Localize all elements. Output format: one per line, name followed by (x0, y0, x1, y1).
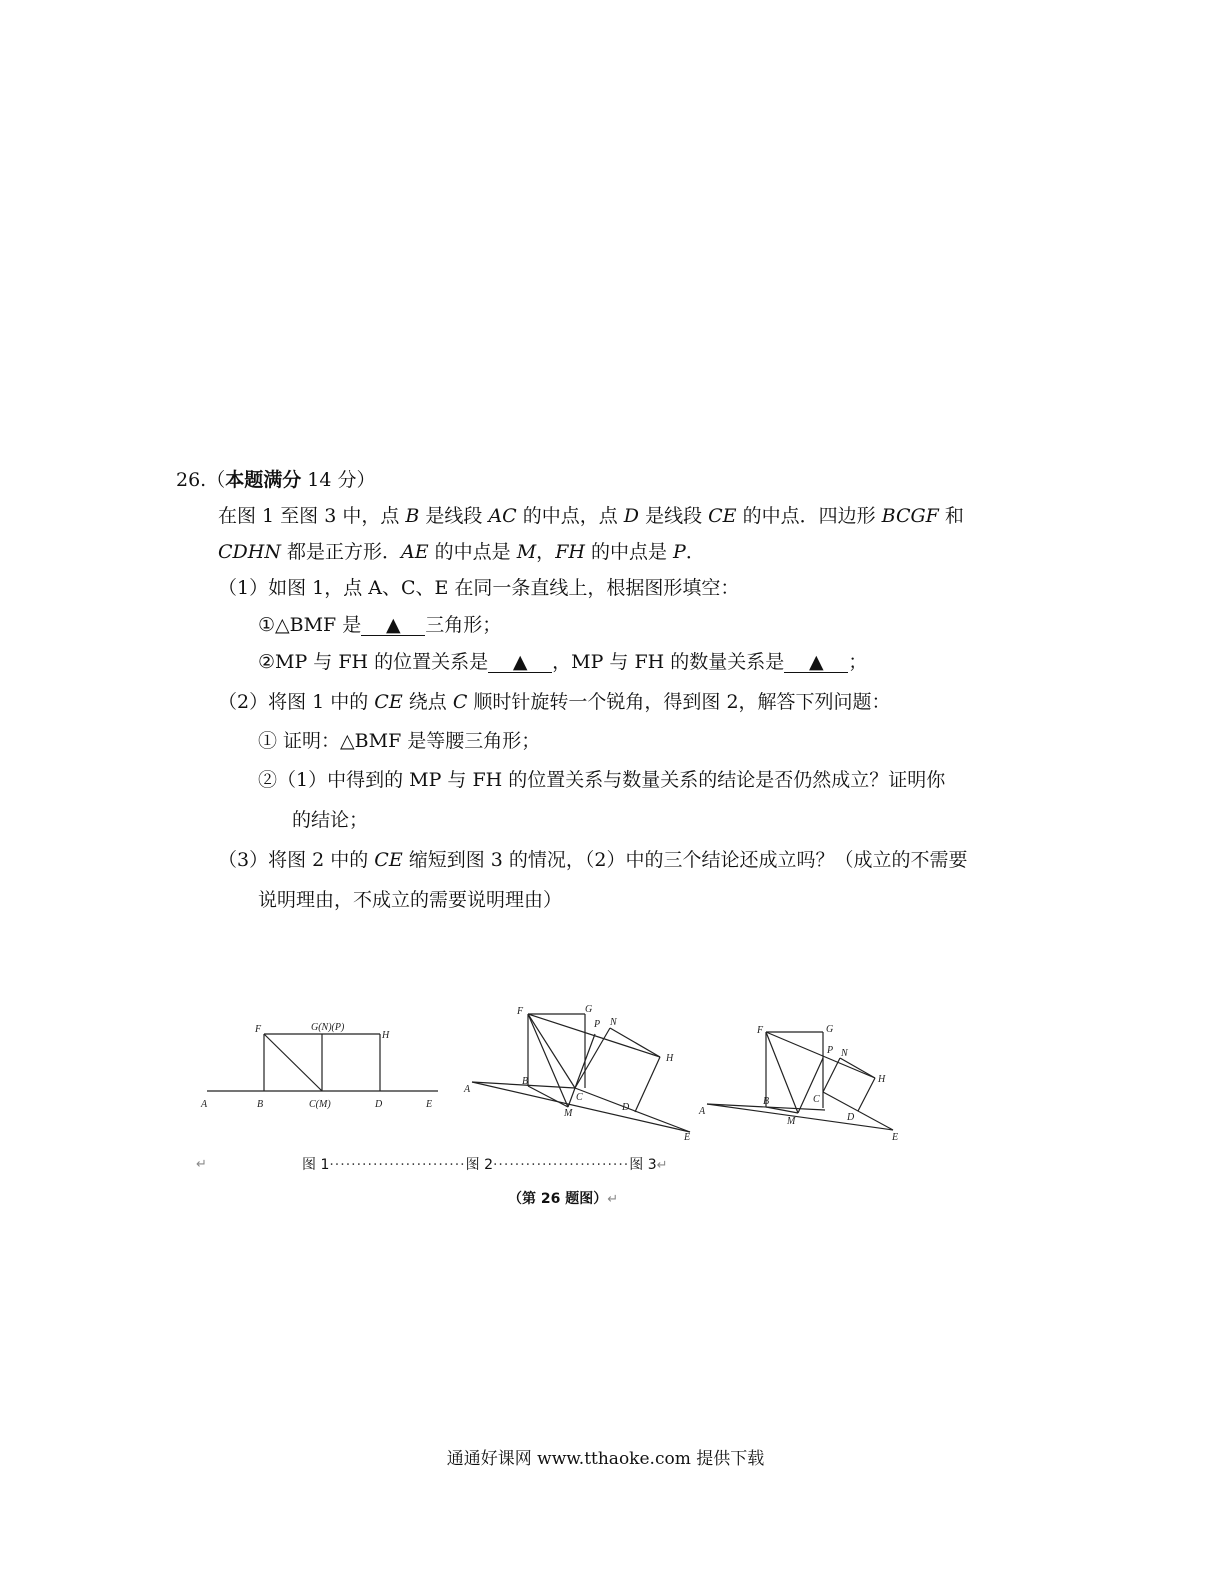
text: 的中点．四边形 (736, 505, 882, 527)
text: 绕点 (402, 691, 453, 713)
var-d: D (623, 505, 640, 527)
caption-main: （第 26 题图） (508, 1191, 608, 1207)
label-c: C (576, 1092, 583, 1103)
question-3-line2: 说明理由，不成立的需要说明理由） (258, 889, 563, 911)
line-fm (528, 1014, 568, 1107)
var-b: B (405, 505, 420, 527)
label-m: M (787, 1116, 796, 1127)
var-c: C (452, 691, 468, 713)
caption-fig-2: 图 2 (465, 1157, 493, 1173)
var-fh: FH (555, 541, 585, 563)
label-cm: C(M) (309, 1099, 331, 1110)
var-ce: CE (708, 505, 737, 527)
figure-3 (695, 1020, 915, 1145)
caption-fig-1: 图 1 (302, 1157, 330, 1173)
text: ， (536, 541, 556, 563)
text: 在图 1 至图 3 中，点 (218, 505, 406, 527)
var-bcgf: BCGF (881, 505, 939, 527)
problem-number: 26. (176, 469, 207, 491)
line-fc (528, 1014, 575, 1088)
label-n: N (610, 1017, 617, 1028)
line-ae (472, 1082, 690, 1132)
caption-fig-3: 图 3 (629, 1157, 657, 1173)
return-mark: ↵ (607, 1192, 619, 1207)
var-p: P (673, 541, 686, 563)
line-cn (823, 1058, 840, 1092)
label-f: F (517, 1006, 524, 1017)
page-footer: 通通好课网 www.tthaoke.com 提供下载 (446, 1449, 765, 1469)
caption-dots: ························· (492, 1157, 630, 1173)
label-g: G (826, 1024, 834, 1035)
var-cdhn: CDHN (218, 541, 281, 563)
label-g: G (585, 1004, 593, 1015)
label-h: H (382, 1030, 390, 1041)
label-d: D (847, 1112, 855, 1123)
question-1b (258, 650, 867, 674)
var-ce: CE (374, 849, 403, 871)
figure-1 (195, 1018, 445, 1118)
line-cn (575, 1028, 610, 1088)
text: ①△BMF 是 (258, 614, 362, 636)
header-open: （ (206, 469, 226, 491)
label-h: H (666, 1053, 674, 1064)
text: 是线段 (639, 505, 709, 527)
var-m: M (516, 541, 537, 563)
label-f: F (255, 1024, 262, 1035)
line-nh (610, 1028, 660, 1057)
text: 是线段 (419, 505, 489, 527)
label-a: A (464, 1084, 471, 1095)
line-fm (264, 1034, 322, 1091)
label-a: A (699, 1106, 706, 1117)
label-c: C (813, 1094, 820, 1105)
label-m: M (564, 1108, 573, 1119)
text: 的中点，点 (516, 505, 624, 527)
text: 的中点是 (428, 541, 517, 563)
figure-2 (460, 1002, 700, 1142)
return-mark: ↵ (196, 1157, 207, 1172)
header-bold: 本题满分 (225, 469, 302, 491)
label-e: E (892, 1132, 899, 1143)
figure-labels-row (302, 1154, 668, 1174)
text: ． (685, 541, 705, 563)
label-b: B (257, 1099, 264, 1110)
var-ae: AE (401, 541, 429, 563)
label-h: H (878, 1074, 886, 1085)
question-1a (258, 613, 501, 637)
answer-blank: ▲ (488, 652, 552, 673)
label-a: A (201, 1099, 208, 1110)
text: 缩短到图 3 的情况，（2）中的三个结论还成立吗？（成立的不需要 (402, 849, 968, 871)
line-hd (635, 1057, 660, 1112)
text: 都是正方形． (280, 541, 402, 563)
answer-blank: ▲ (361, 615, 425, 636)
label-n: N (841, 1048, 848, 1059)
return-mark: ↵ (656, 1158, 668, 1173)
problem-header (176, 468, 376, 492)
text: 三角形； (425, 614, 502, 636)
answer-blank: ▲ (784, 652, 848, 673)
line-fm (766, 1032, 798, 1113)
label-p: P (827, 1045, 834, 1056)
figure-caption-row (196, 1156, 207, 1172)
intro-line-1 (218, 504, 964, 528)
text: （3）将图 2 中的 (218, 849, 375, 871)
caption-dots: ························· (329, 1157, 466, 1173)
text: （2）将图 1 中的 (218, 691, 375, 713)
var-ac: AC (488, 505, 517, 527)
label-d: D (622, 1102, 630, 1113)
question-2b-line2: 的结论； (292, 809, 369, 831)
text: ②MP 与 FH 的位置关系是 (258, 651, 489, 673)
question-2a: ① 证明：△BMF 是等腰三角形； (258, 730, 541, 752)
text: 顺时针旋转一个锐角，得到图 2，解答下列问题： (467, 691, 891, 713)
text: ； (848, 651, 868, 673)
label-p: P (594, 1019, 601, 1030)
label-e: E (426, 1099, 433, 1110)
intro-line-2 (218, 540, 705, 564)
question-3-line1 (218, 848, 968, 872)
question-2b-line1: ②（1）中得到的 MP 与 FH 的位置关系与数量关系的结论是否仍然成立？证明你 (258, 769, 946, 791)
label-d: D (375, 1099, 383, 1110)
text: 和 (938, 505, 964, 527)
question-2 (218, 690, 891, 714)
figure-main-caption (508, 1188, 618, 1208)
line-hd (858, 1078, 875, 1111)
label-b: B (522, 1076, 529, 1087)
text: 的中点是 (584, 541, 674, 563)
label-b: B (763, 1096, 770, 1107)
header-score: 14 分） (301, 469, 376, 491)
question-1: （1）如图 1，点 A、C、E 在同一条直线上，根据图形填空： (218, 577, 740, 599)
label-e: E (684, 1132, 691, 1142)
line-nh (840, 1058, 875, 1078)
label-gnp: G(N)(P) (311, 1022, 345, 1033)
var-ce: CE (374, 691, 403, 713)
label-f: F (757, 1025, 764, 1036)
line-fh (766, 1032, 875, 1078)
text: ，MP 与 FH 的数量关系是 (552, 651, 785, 673)
